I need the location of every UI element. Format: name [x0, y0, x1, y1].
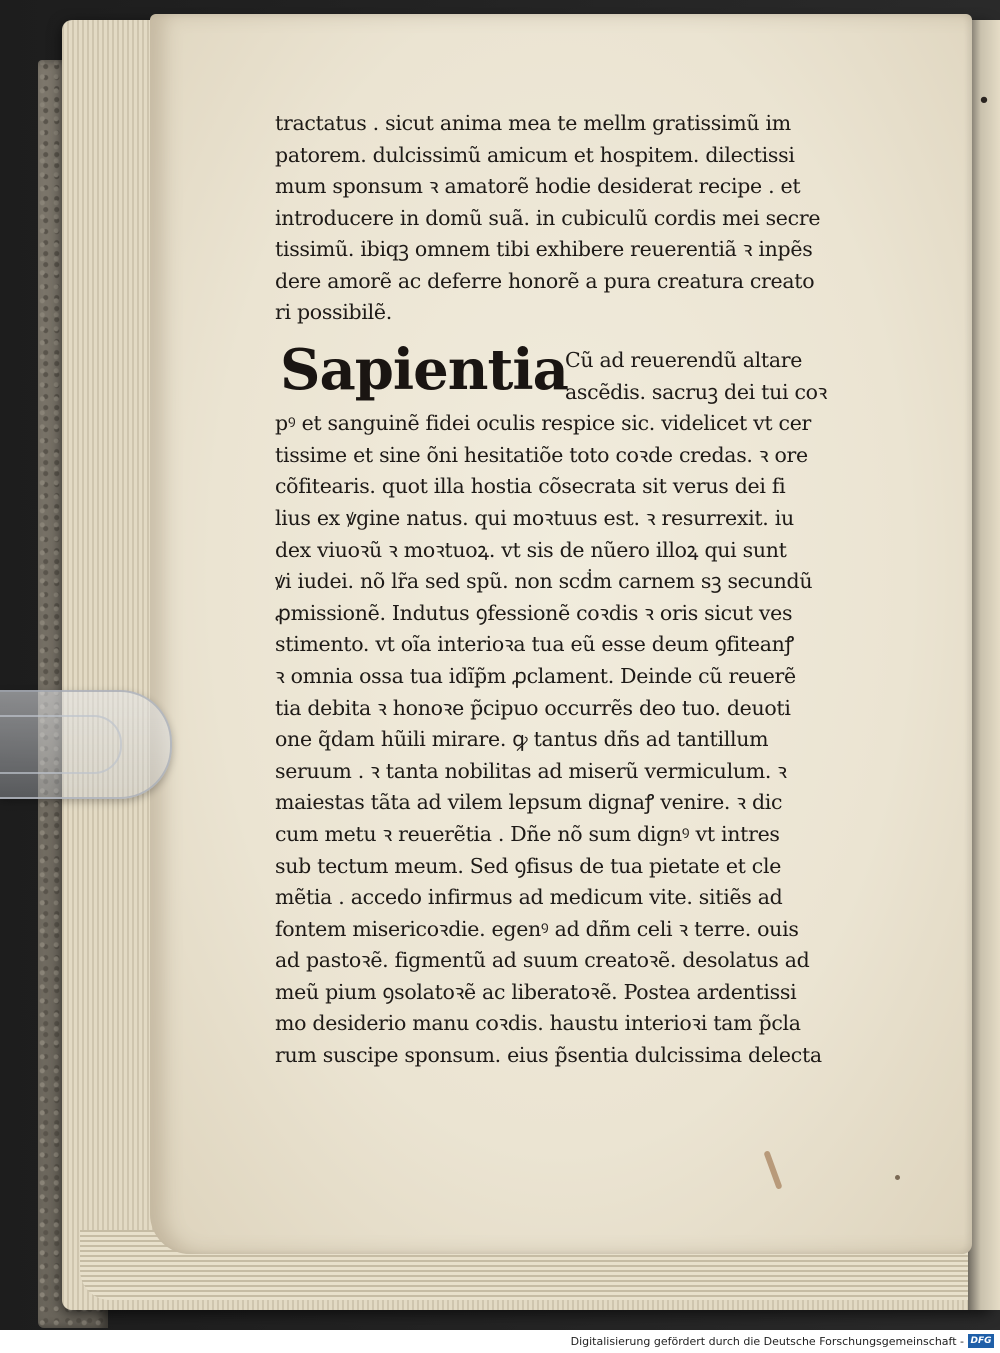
text-line: pꝰ et sanguinẽ fidei oculis respice sic. videlicet vt cer [275, 411, 812, 436]
footer-bar [0, 1330, 1000, 1353]
text-line: stimento. vt oĩa interioꝛa tua eũ esse deum ꝯfiteanꝭ [275, 632, 794, 657]
text-line: mum sponsum ꝛ amatorẽ hodie desiderat recipe . et [275, 174, 801, 198]
text-line: Cũ ad reuerendũ altare [565, 348, 803, 372]
section-heading: Sapientia [280, 337, 568, 403]
text-line: tissime et sine õni hesitatiõe toto coꝛde credas. ꝛ ore [275, 442, 808, 467]
text-line: mẽtia . accedo infirmus ad medicum vite. sitiẽs ad [275, 885, 783, 910]
text-line: ascẽdis. sacruꝫ dei tui coꝛ [565, 379, 828, 404]
text-line: ꝟi iudei. nõ lr̃a sed spũ. non scḋm carnem sꝫ secundũ [275, 569, 813, 594]
paragraph-2 [275, 345, 855, 1072]
text-line: sub tectum meum. Sed ꝯfisus de tua pietate et cle [275, 853, 782, 878]
text-line: cõfitearis. quot illa hostia cõsecrata sit verus dei fi [275, 474, 786, 499]
text-line: tia debita ꝛ honoꝛe p̃cipuo occurrẽs deo tuo. deuoti [275, 695, 791, 720]
page-clip-inner [0, 715, 122, 774]
paragraph-1 [275, 108, 855, 329]
funding-credit: Digitalisierung gefördert durch die Deutsche Forschungsgemeinschaft - [570, 1335, 964, 1348]
text-line: introducere in domũ suã. in cubiculũ cordis mei secre [275, 205, 821, 230]
margin-mark: • [978, 90, 990, 111]
text-line: cum metu ꝛ reuerẽtia . Dñe nõ sum dignꝰ vt intres [275, 821, 780, 846]
text-line: fontem misericoꝛdie. egenꝰ ad dñm celi ꝛ terre. ouis [275, 916, 799, 941]
dfg-logo-icon: DFG [968, 1334, 994, 1348]
text-line: ꝓmissionẽ. Indutus ꝯfessionẽ coꝛdis ꝛ oris sicut ves [275, 600, 793, 625]
text-line: one q̃dam hũili mirare. ꝙ tantus dñs ad tantillum [275, 727, 769, 752]
text-line: tractatus . sicut anima mea te mellm gratissimũ im [275, 111, 791, 135]
text-line: mo desiderio manu coꝛdis. haustu interioꝛi tam p̃cla [275, 1011, 801, 1036]
text-line: ri possibilẽ. [275, 300, 392, 324]
text-line: meũ pium ꝯsolatoꝛẽ ac liberatoꝛẽ. Postea ardentissi [275, 979, 797, 1004]
text-line: lius ex ꝟgine natus. qui moꝛtuus est. ꝛ resurrexit. iu [275, 505, 794, 530]
text-line: ꝛ omnia ossa tua idĩp̃m ꝓclament. Deinde cũ reuerẽ [275, 663, 796, 688]
text-line: patorem. dulcissimũ amicum et hospitem. dilectissi [275, 142, 795, 167]
text-line: maiestas tãta ad vilem lepsum dignaꝭ venire. ꝛ dic [275, 790, 783, 815]
text-line: dere amorẽ ac deferre honorẽ a pura creatura creato [275, 268, 815, 293]
text-line: ad pastoꝛẽ. figmentũ ad suum creatoꝛẽ. desolatus ad [275, 948, 810, 973]
paper-speck [895, 1175, 900, 1180]
text-line: rum suscipe sponsum. eius p̃sentia dulcissima delecta [275, 1043, 822, 1068]
text-line: seruum . ꝛ tanta nobilitas ad miserũ vermiculum. ꝛ [275, 758, 787, 783]
text-line: tissimũ. ibiqꝫ omnem tibi exhibere reuerentiã ꝛ inpẽs [275, 237, 813, 261]
facing-page-edge [968, 20, 1000, 1310]
text-line: dex viuoꝛũ ꝛ moꝛtuoꝝ. vt sis de nũero illoꝝ qui sunt [275, 537, 787, 562]
